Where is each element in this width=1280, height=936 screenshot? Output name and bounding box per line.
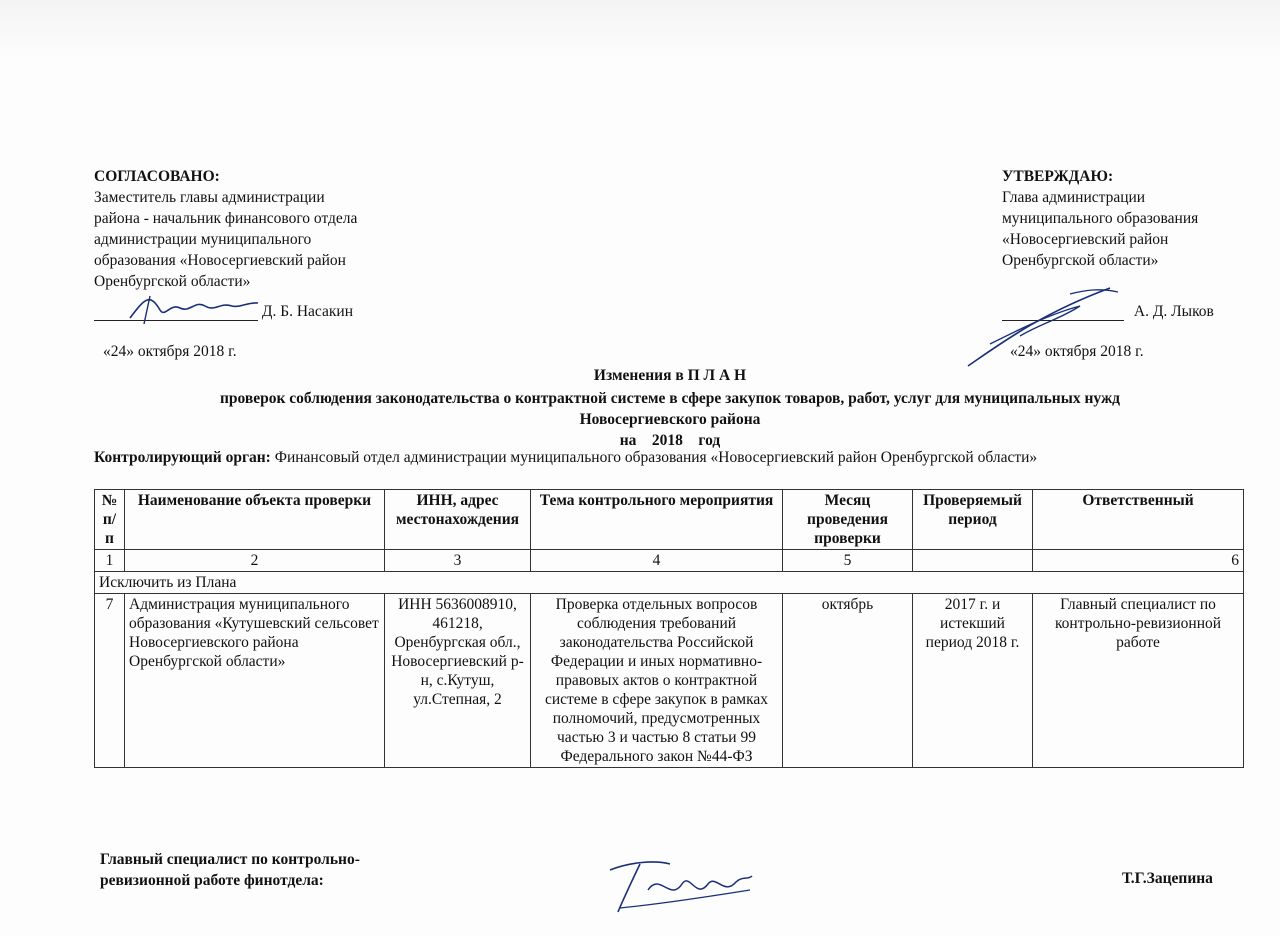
footer-name: Т.Г.Зацепина	[1122, 870, 1213, 887]
footer-position-line: Главный специалист по контрольно-	[100, 851, 360, 868]
column-number: 6	[1033, 550, 1244, 572]
approval-left-line: образования «Новосергиевский район	[94, 252, 346, 269]
table-header-row	[95, 490, 1244, 550]
col-header-topic: Тема контрольного мероприятия	[531, 490, 783, 550]
handwritten-signature-footer	[600, 850, 760, 920]
approval-right-block	[1002, 166, 1198, 271]
approval-left-heading: СОГЛАСОВАНО:	[94, 168, 220, 185]
column-number: 2	[125, 550, 385, 572]
row-object: Администрация муниципального образования «Кутушевский сельсовет Новосергиевского района Оренбургской области»	[125, 594, 385, 768]
control-body-label: Контролирующий орган:	[94, 449, 271, 466]
col-header-period: Проверяемый период	[913, 490, 1033, 550]
col-header-number: № п/п	[95, 490, 125, 550]
handwritten-signature-left	[120, 288, 270, 328]
column-number: 3	[385, 550, 531, 572]
col-header-inn-address: ИНН, адрес местонахождения	[385, 490, 531, 550]
approval-right-heading: УТВЕРЖДАЮ:	[1002, 168, 1114, 185]
approval-left-signatory: Д. Б. Насакин	[261, 303, 353, 320]
approval-left-block	[94, 166, 357, 292]
approval-right-line: Глава администрации	[1002, 189, 1146, 206]
inspection-plan-table	[94, 489, 1244, 768]
scan-margin	[0, 0, 1280, 60]
approval-left-line: Оренбургской области»	[94, 273, 251, 290]
row-number: 7	[95, 594, 125, 768]
section-row	[95, 572, 1244, 594]
approval-right-line: муниципального образования	[1002, 210, 1199, 227]
approval-left-line: Заместитель главы администрации	[94, 189, 325, 206]
col-header-object: Наименование объекта проверки	[125, 490, 385, 550]
col-header-month: Месяц проведения проверки	[783, 490, 913, 550]
row-period: 2017 г. и истекший период 2018 г.	[913, 594, 1033, 768]
control-body-value: Финансовый отдел администрации муниципального образования «Новосергиевский район Оренбургской области»	[274, 449, 1038, 466]
document-year: на 2018 год	[619, 432, 721, 449]
column-number-row	[95, 550, 1244, 572]
approval-right-signatory: А. Д. Лыков	[1133, 303, 1214, 320]
document-subtitle-district: Новосергиевского района	[579, 411, 761, 428]
approval-left-date: «24» октября 2018 г.	[103, 343, 237, 360]
approval-left-line: администрации муниципального	[94, 231, 312, 248]
section-label: Исключить из Плана	[95, 572, 1244, 594]
col-header-responsible: Ответственный	[1033, 490, 1244, 550]
footer-position	[100, 849, 360, 891]
control-body-line	[94, 449, 1037, 467]
table-row	[95, 594, 1244, 768]
approval-right-line: Оренбургской области»	[1002, 252, 1159, 269]
column-number: 1	[95, 550, 125, 572]
document-title: Изменения в П Л А Н	[593, 367, 747, 384]
column-number: 5	[783, 550, 913, 572]
row-topic: Проверка отдельных вопросов соблюдения требований законодательства Российской Федерации и иных нормативно-правовых актов о контрактной системе в сфере закупок в рамках полномочий, предусмотренных частью 3 и частью 8 статьи 99 Федерального закон №44-ФЗ	[531, 594, 783, 768]
row-inn-address: ИНН 5636008910, 461218, Оренбургская обл., Новосергиевский р-н, с.Кутуш, ул.Степная, 2	[385, 594, 531, 768]
approval-right-line: «Новосергиевский район	[1002, 231, 1169, 248]
footer-position-line: ревизионной работе финотдела:	[100, 872, 324, 889]
row-month: октябрь	[783, 594, 913, 768]
column-number	[913, 550, 1033, 572]
approval-right-date: «24» октября 2018 г.	[1010, 343, 1144, 360]
document-subtitle: проверок соблюдения законодательства о контрактной системе в сфере закупок товаров, работ, услуг для муниципальных нужд	[219, 390, 1121, 407]
row-responsible: Главный специалист по контрольно-ревизионной работе	[1033, 594, 1244, 768]
approval-left-line: района - начальник финансового отдела	[94, 210, 358, 227]
column-number: 4	[531, 550, 783, 572]
